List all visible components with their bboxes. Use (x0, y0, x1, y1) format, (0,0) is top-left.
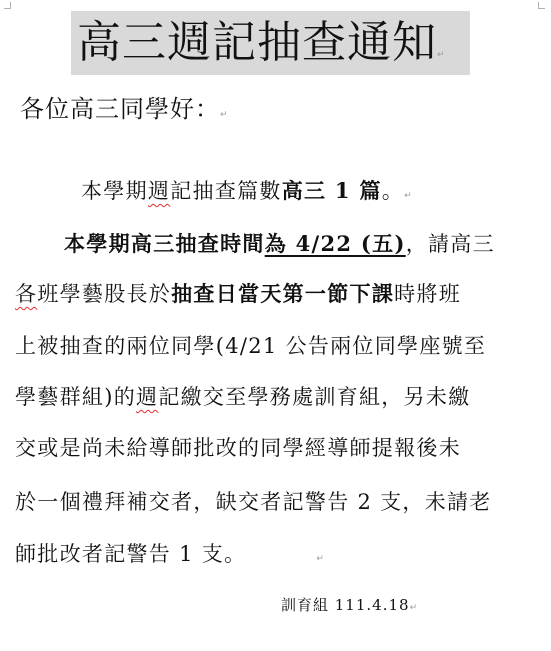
text-run: 班學藝股長於 (37, 282, 172, 306)
body-line-6: 交或是尚未給導師批改的同學經導師提報後未 (15, 436, 461, 460)
text-run: 記抽查篇數 (170, 179, 282, 203)
title-highlight (71, 11, 470, 75)
bold-text: 本學期高三抽查時間 (64, 231, 265, 256)
body-line-4: 上被抽查的兩位同學(4/21 公告兩位同學座號至 (15, 334, 487, 358)
paragraph-mark: ↵ (404, 191, 413, 201)
margin-corner-mark-right (538, 2, 545, 9)
title-text: 高三週記抽查通知 (77, 17, 437, 68)
margin-corner-mark-left (4, 2, 11, 9)
text-run: 。 (381, 179, 405, 203)
body-line-5 (15, 381, 471, 411)
body-line-7: 於一個禮拜補交者，缺交者記警告 2 支，未請老 (15, 490, 492, 514)
signature (281, 594, 418, 615)
body-line-1 (81, 175, 413, 205)
text-run: 師批改者記警告 1 支。 (15, 542, 247, 566)
bold-text: 抽查日當天第一節下課 (171, 281, 395, 306)
text-run: 時將班 (394, 282, 462, 306)
greeting (20, 92, 229, 132)
spellcheck-underlined-text: 週 (136, 385, 159, 409)
text-run: ，請高三 (405, 232, 495, 256)
paragraph-mark: ↵ (316, 554, 326, 564)
body-line-3 (15, 278, 461, 308)
text-run: 學藝群組)的 (15, 385, 136, 409)
paragraph-mark: ↵ (437, 50, 446, 60)
paragraph-mark: ↵ (220, 110, 229, 120)
body-line-2 (64, 228, 495, 258)
text-run: 本學期 (81, 179, 148, 203)
underlined-date-text: 為 4/22 (五) (264, 231, 406, 256)
body-line-8 (15, 538, 325, 568)
spellcheck-underlined-text: 各 (15, 282, 38, 306)
paragraph-mark: ↵ (409, 603, 419, 613)
document-title (77, 16, 446, 82)
greeting-text: 各位高三同學好： (20, 95, 220, 123)
bold-text: 高三 1 篇 (281, 178, 382, 203)
spellcheck-underlined-text: 週 (147, 179, 171, 203)
text-run: 記繳交至學務處訓育組，另未繳 (158, 385, 471, 409)
signature-text: 訓育組 111.4.18 (281, 596, 410, 614)
